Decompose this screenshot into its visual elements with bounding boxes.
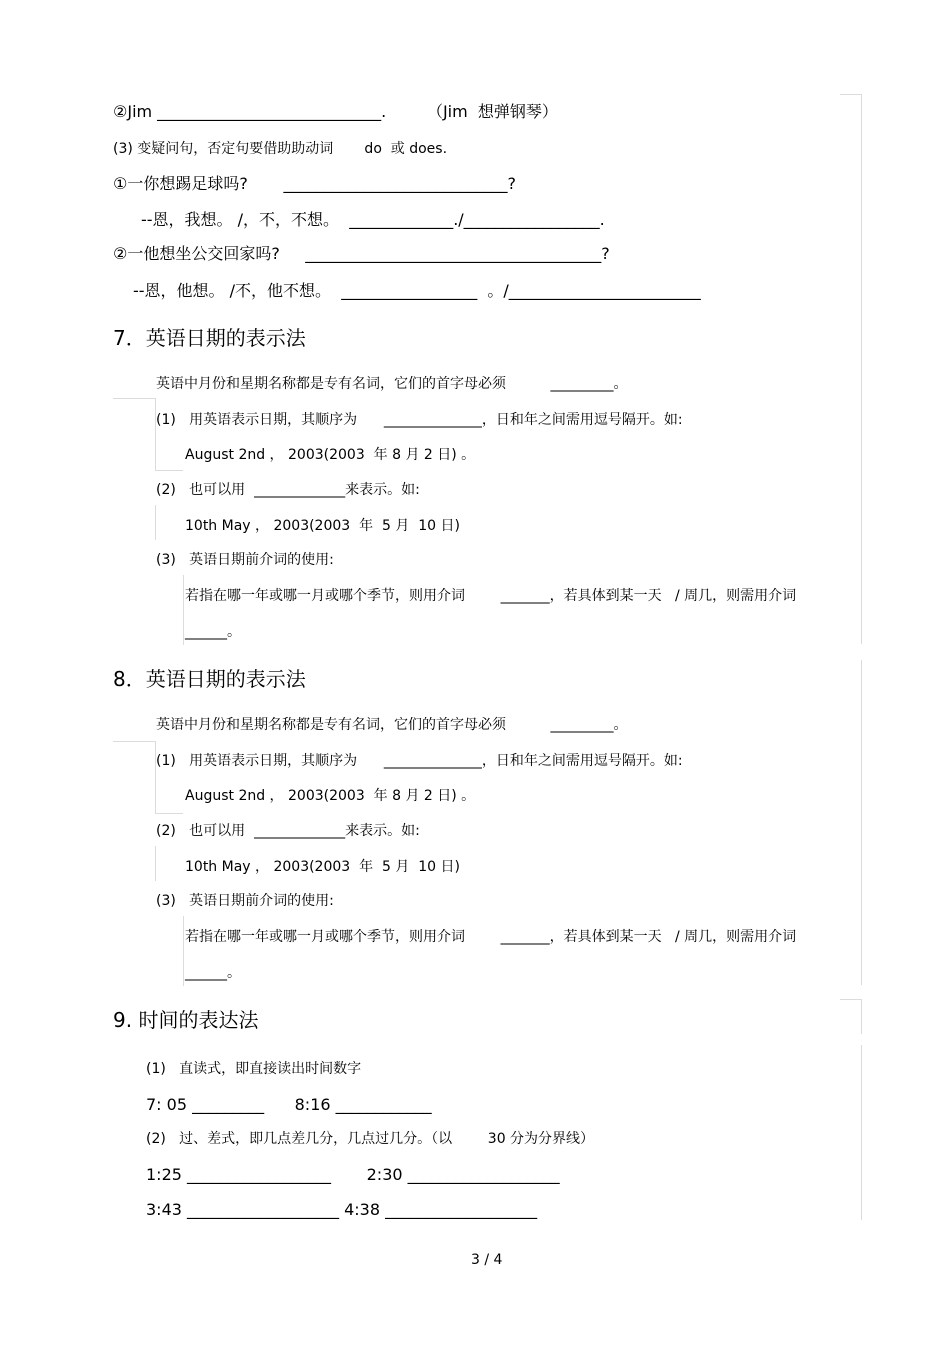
rule-s8-e <box>183 916 184 986</box>
section-8-rule-line-1: 若指在哪一年或哪一月或哪个季节，则用介词 _______，若具体到某一天 / 周几，则需用介词 <box>185 929 797 945</box>
section-8-rule-line-2: ______。 <box>185 965 241 981</box>
section-7-example-1: August 2nd ， 2003(2003 年 8 月 2 日) 。 <box>185 447 476 463</box>
section-7-item-3: (3) 英语日期前介词的使用: <box>156 552 334 568</box>
page-number: 3 / 4 <box>471 1252 503 1268</box>
rule-right-4 <box>861 1045 862 1220</box>
section-9-times-2: 1:25 __________________ 2:30 ___________________ <box>146 1165 560 1184</box>
section-8-item-1: (1) 用英语表示日期，其顺序为 ______________，日和年之间需用逗号隔开。如: <box>156 753 683 769</box>
rule-right-1 <box>861 94 862 644</box>
section-7-rule-line-1: 若指在哪一年或哪一月或哪个季节，则用介词 _______，若具体到某一天 / 周几，则需用介词 <box>185 588 797 604</box>
section-8-title: 8．英语日期的表示法 <box>113 667 306 691</box>
section-9-title: 9. 时间的表达法 <box>113 1008 259 1032</box>
section-7-item-2: (2) 也可以用 _____________来表示。如: <box>156 482 420 498</box>
section-7-example-2: 10th May ， 2003(2003 年 5 月 10 日) <box>185 518 460 534</box>
rule-s7-e <box>183 575 184 645</box>
rule-s7-b <box>155 398 156 470</box>
rule-s7-c <box>155 470 183 471</box>
section-7-intro: 英语中月份和星期名称都是专有名词，它们的首字母必须 _________。 <box>156 376 628 392</box>
section-8-item-2: (2) 也可以用 _____________来表示。如: <box>156 823 420 839</box>
section-9-item-1: (1) 直读式，即直接读出时间数字 <box>146 1061 362 1077</box>
section-7-rule-line-2: ______。 <box>185 624 241 640</box>
section-7-title: 7．英语日期的表示法 <box>113 326 306 350</box>
rule-s8-a <box>113 741 155 742</box>
rule-s8-b <box>155 741 156 813</box>
jim-line: ②Jim ____________________________. （Jim 想弹钢琴） <box>113 102 558 121</box>
section-8-example-2: 10th May ， 2003(2003 年 5 月 10 日) <box>185 859 460 875</box>
section-8-example-1: August 2nd ， 2003(2003 年 8 月 2 日) 。 <box>185 788 476 804</box>
rule-s7-d <box>155 505 156 540</box>
section-9-item-2: (2) 过、差式，即几点差几分，几点过几分。（以 30 分为分界线） <box>146 1131 595 1147</box>
section-7-item-1: (1) 用英语表示日期，其顺序为 ______________，日和年之间需用逗号隔开。如: <box>156 412 683 428</box>
section-8-intro: 英语中月份和星期名称都是专有名词，它们的首字母必须 _________。 <box>156 717 628 733</box>
rule-s9-top <box>840 999 862 1000</box>
q1-question: ①一你想踢足球吗? ____________________________? <box>113 174 516 193</box>
q3-heading: (3) 变疑问句，否定句要借助助动词 do 或 does. <box>113 141 448 157</box>
rule-right-2 <box>861 660 862 985</box>
rule-s8-c <box>155 813 183 814</box>
q2-question: ②一他想坐公交回家吗? _____________________________________? <box>113 244 610 263</box>
section-9-times-1: 7: 05 _________ 8:16 ____________ <box>146 1095 432 1114</box>
section-8-item-3: (3) 英语日期前介词的使用: <box>156 893 334 909</box>
rule-s8-d <box>155 846 156 881</box>
rule-s7-a <box>113 398 155 399</box>
rule-top <box>840 94 862 95</box>
rule-right-3 <box>861 999 862 1034</box>
section-9-times-3: 3:43 ___________________ 4:38 ___________________ <box>146 1200 538 1219</box>
q2-answer: --恩，他想。 /不，他不想。 _________________ 。/________________________ <box>133 281 701 300</box>
q1-answer: --恩，我想。 /，不，不想。 _____________./_________________. <box>141 210 605 229</box>
